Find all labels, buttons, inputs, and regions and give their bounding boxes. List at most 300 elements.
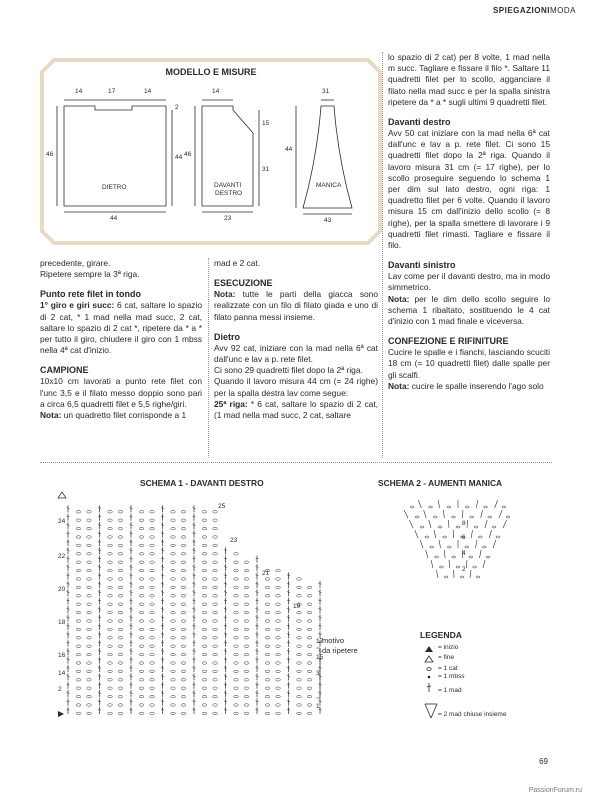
- chain-stitch: [244, 611, 249, 613]
- chain-stitch: [87, 653, 92, 655]
- chain-stitch: [181, 662, 186, 664]
- chain-stitch: [276, 637, 281, 639]
- chain-stitch: [118, 544, 123, 546]
- chain-stitch: [76, 553, 81, 555]
- chain-stitch: [108, 519, 113, 521]
- davanti-dim-right-upper: 15: [262, 120, 270, 127]
- chain-stitch: [87, 712, 92, 714]
- text-paragraph: Avv 50 cat iniziare con la mad nella 6ª cat dall'unc e lav a p. rete filet. Ci sono 15 quadretti filet dopo la 2ª riga. Quando il lavoro misura 31 cm (= 17 righe), per lo scollo proseguire seguendo lo schema 1 per dim sul lato destro, ogni riga: 1 quadretto filet per 6 volte. Quando il lavoro misura 15 cm dall'inizio dello scollo (= 8 righe), per la spalla smettere di lavorare i 9 quadretti filet rimasti. Tagliare e fissare il filo.: [388, 128, 550, 251]
- chain-stitch: [171, 611, 176, 613]
- sleeve-chain: [470, 516, 474, 518]
- legend-item: = inizio: [438, 644, 459, 651]
- sleeve-treble: [467, 520, 468, 528]
- chain-stitch: [139, 536, 144, 538]
- text-paragraph: precedente, girare.: [40, 258, 111, 268]
- chain-stitch: [276, 695, 281, 697]
- sleeve-chain: [415, 516, 419, 518]
- chain-stitch: [244, 679, 249, 681]
- chain-stitch: [307, 637, 312, 639]
- section-title-bold: SPIEGAZIONI: [492, 6, 550, 15]
- davanti-label-1: DAVANTI: [214, 182, 242, 189]
- chain-stitch: [87, 511, 92, 513]
- chain-stitch: [118, 679, 123, 681]
- chain-stitch: [76, 704, 81, 706]
- chain-stitch: [150, 628, 155, 630]
- chain-stitch: [297, 687, 302, 689]
- chain-stitch: [150, 670, 155, 672]
- sleeve-chain: [451, 516, 455, 518]
- chain-stitch: [150, 511, 155, 513]
- chain-stitch: [307, 611, 312, 613]
- page-number: 69: [539, 757, 548, 766]
- chain-stitch: [307, 687, 312, 689]
- davanti-dim-left-height: 46: [184, 151, 192, 158]
- chain-stitch: [87, 544, 92, 546]
- sleeve-treble: [439, 540, 440, 548]
- sleeve-chain: [460, 576, 464, 578]
- chain-stitch: [297, 637, 302, 639]
- chain-stitch: [265, 712, 270, 714]
- chain-stitch: [76, 620, 81, 622]
- chain-stitch: [234, 637, 239, 639]
- chain-stitch: [76, 527, 81, 529]
- chain-stitch: [213, 620, 218, 622]
- chain-stitch: [276, 628, 281, 630]
- chain-stitch: [150, 687, 155, 689]
- chain-stitch: [297, 620, 302, 622]
- chain-stitch: [276, 712, 281, 714]
- sleeve-chain: [502, 506, 506, 508]
- chain-stitch: [276, 662, 281, 664]
- dietro-dim-right-height: 44: [175, 154, 183, 161]
- chain-stitch: [265, 586, 270, 588]
- chain-stitch: [276, 595, 281, 597]
- chain-stitch: [307, 628, 312, 630]
- chain-stitch: [108, 536, 113, 538]
- dietro-dim-top-mid: 17: [108, 88, 116, 95]
- chain-stitch: [202, 611, 207, 613]
- chain-stitch: [297, 578, 302, 580]
- chain-stitch: [76, 519, 81, 521]
- chain-stitch: [234, 662, 239, 664]
- chain-stitch: [297, 628, 302, 630]
- chain-stitch: [181, 611, 186, 613]
- chain-stitch: [307, 603, 312, 605]
- chain-stitch: [202, 645, 207, 647]
- chain-stitch: [202, 536, 207, 538]
- chain-stitch: [150, 662, 155, 664]
- chain-stitch: [108, 670, 113, 672]
- chain-stitch: [108, 603, 113, 605]
- chain-stitch: [244, 704, 249, 706]
- chain-stitch: [181, 712, 186, 714]
- chain-stitch: [118, 695, 123, 697]
- chain-stitch: [244, 670, 249, 672]
- chain-stitch: [150, 561, 155, 563]
- chain-stitch: [244, 586, 249, 588]
- chain-stitch: [244, 595, 249, 597]
- chain-stitch: [244, 561, 249, 563]
- sleeve-treble: [470, 570, 471, 578]
- chain-stitch: [171, 704, 176, 706]
- chain-stitch: [76, 569, 81, 571]
- chain-stitch: [244, 653, 249, 655]
- chain-stitch: [181, 553, 186, 555]
- chain-stitch: [139, 603, 144, 605]
- chain-stitch: [265, 704, 270, 706]
- chain-stitch: [202, 603, 207, 605]
- chain-stitch: [76, 695, 81, 697]
- chain-stitch: [213, 561, 218, 563]
- chain-stitch: [76, 578, 81, 580]
- chain-stitch: [234, 578, 239, 580]
- chain-stitch: [234, 687, 239, 689]
- chain-stitch: [171, 527, 176, 529]
- schema1-row-label: 1: [316, 703, 320, 710]
- chain-stitch: [76, 628, 81, 630]
- chain-stitch: [213, 569, 218, 571]
- bold-label: 1° giro e giri succ:: [40, 300, 115, 311]
- chain-stitch: [171, 645, 176, 647]
- chain-stitch: [213, 544, 218, 546]
- chain-stitch: [76, 653, 81, 655]
- text-paragraph: Ci sono 29 quadretti filet dopo la 2ª riga.: [214, 365, 363, 376]
- chain-stitch: [265, 695, 270, 697]
- sleeve-treble: [418, 500, 421, 508]
- chain-stitch: [213, 511, 218, 513]
- legend-item: = 1 mbss: [438, 673, 465, 680]
- sleeve-chain: [452, 556, 456, 558]
- sleeve-chain: [429, 506, 433, 508]
- chain-stitch: [108, 586, 113, 588]
- chain-stitch: [202, 670, 207, 672]
- chain-stitch: [297, 586, 302, 588]
- sleeve-chain: [444, 576, 448, 578]
- schema2-label: 6: [462, 534, 466, 541]
- chain-stitch: [213, 704, 218, 706]
- chain-stitch: [76, 603, 81, 605]
- chain-stitch: [171, 637, 176, 639]
- schema1-row-label: 22: [58, 553, 66, 560]
- chain-stitch: [181, 511, 186, 513]
- chain-stitch: [76, 586, 81, 588]
- sleeve-chain: [447, 546, 451, 548]
- chain-stitch: [118, 578, 123, 580]
- chain-stitch: [181, 569, 186, 571]
- sleeve-chain: [486, 556, 490, 558]
- text-paragraph: lo spazio di 2 cat) per 8 volte, 1 mad nella m succ. Tagliare e fissare il filo *. Saltare 11 quadretti filet per lo scollo, agganciare il filato nella mad succ e per la spalla sinistra ripetere da * a * sugli ultimi 9 quadretti filet.: [388, 52, 550, 107]
- sleeve-chain: [456, 566, 460, 568]
- chain-stitch: [139, 553, 144, 555]
- chain-stitch: [139, 653, 144, 655]
- schema2-label: 8: [462, 520, 466, 527]
- chain-stitch: [171, 695, 176, 697]
- motivo-label-2: da ripetere: [322, 646, 358, 655]
- chain-stitch: [307, 586, 312, 588]
- chain-stitch: [307, 662, 312, 664]
- paragraph-text: * 6 cat, saltare lo spazio di 2 cat, (1 mad nella mad succ, 2 cat, saltare: [214, 398, 378, 421]
- chain-stitch: [213, 527, 218, 529]
- sleeve-treble: [404, 510, 408, 518]
- chain-stitch: [150, 553, 155, 555]
- chain-stitch: [139, 611, 144, 613]
- text-paragraph: [388, 294, 550, 328]
- chain-stitch: [234, 569, 239, 571]
- section-divider: [40, 462, 552, 463]
- chain-stitch: [202, 704, 207, 706]
- chain-stitch: [118, 595, 123, 597]
- chain-stitch: [265, 603, 270, 605]
- chain-stitch: [244, 645, 249, 647]
- chain-stitch: [181, 670, 186, 672]
- chain-stitch: [307, 645, 312, 647]
- sleeve-treble: [481, 510, 483, 518]
- end-symbol-icon: [425, 656, 433, 662]
- bold-label: Nota:: [40, 410, 62, 421]
- schema1-row-label: 14: [58, 670, 66, 677]
- sleeve-treble: [434, 530, 436, 538]
- chain-stitch: [139, 544, 144, 546]
- chain-stitch: [87, 695, 92, 697]
- schema1-row-label: 25: [218, 503, 226, 510]
- chain-stitch: [150, 611, 155, 613]
- chain-stitch: [202, 553, 207, 555]
- text-paragraph: Avv 92 cat, iniziare con la mad nella 6ª cat dall'unc e lav a p. rete filet.: [214, 342, 378, 365]
- chain-stitch: [118, 653, 123, 655]
- chain-stitch: [118, 586, 123, 588]
- chain-stitch: [76, 670, 81, 672]
- chain-stitch: [202, 712, 207, 714]
- chain-stitch: [171, 544, 176, 546]
- legend-title: LEGENDA: [420, 630, 463, 640]
- schema1-title: SCHEMA 1 - DAVANTI DESTRO: [140, 478, 264, 488]
- chain-stitch: [139, 595, 144, 597]
- dietro-dim-width: 44: [110, 215, 118, 222]
- chain-stitch: [108, 645, 113, 647]
- chain-stitch: [202, 628, 207, 630]
- text-paragraph: [40, 410, 202, 421]
- chain-stitch: [108, 620, 113, 622]
- chain-stitch: [213, 679, 218, 681]
- chain-stitch: [108, 511, 113, 513]
- chain-stitch: [202, 578, 207, 580]
- chain-stitch: [118, 603, 123, 605]
- chain-stitch: [181, 695, 186, 697]
- chain-stitch: [297, 695, 302, 697]
- chain-stitch: [87, 704, 92, 706]
- chain-stitch: [171, 536, 176, 538]
- chain-stitch: [297, 670, 302, 672]
- dietro-label: DIETRO: [102, 184, 127, 191]
- chain-stitch: [234, 679, 239, 681]
- heading-campione: CAMPIONE: [40, 365, 89, 376]
- chain-stitch: [118, 569, 123, 571]
- chain-stitch: [150, 653, 155, 655]
- chain-stitch: [213, 637, 218, 639]
- chain-stitch: [87, 662, 92, 664]
- chain-stitch: [118, 637, 123, 639]
- chain-stitch: [139, 586, 144, 588]
- chain-stitch: [265, 620, 270, 622]
- chain-stitch: [265, 628, 270, 630]
- sleeve-chain: [492, 526, 496, 528]
- chain-stitch: [202, 561, 207, 563]
- sleeve-chain: [469, 556, 473, 558]
- chain-stitch: [276, 704, 281, 706]
- schema2-title: SCHEMA 2 - AUMENTI MANICA: [378, 478, 503, 488]
- chain-stitch: [87, 637, 92, 639]
- sleeve-treble: [444, 550, 445, 558]
- chain-stitch: [118, 662, 123, 664]
- chain-stitch: [297, 679, 302, 681]
- chain-stitch: [171, 662, 176, 664]
- bold-label: 25ª riga:: [214, 398, 248, 409]
- chain-stitch: [87, 628, 92, 630]
- sleeve-treble: [426, 550, 428, 558]
- chain-stitch: [276, 569, 281, 571]
- chain-stitch: [139, 670, 144, 672]
- chain-stitch: [87, 519, 92, 521]
- sleeve-treble: [431, 560, 433, 568]
- section-title-light: MODA: [550, 6, 576, 15]
- chain-stitch: [87, 670, 92, 672]
- sleeve-chain: [465, 506, 469, 508]
- chain-stitch: [171, 553, 176, 555]
- chain-stitch: [276, 620, 281, 622]
- sleeve-chain: [430, 546, 434, 548]
- chain-stitch: [108, 695, 113, 697]
- sleeve-chain: [478, 536, 482, 538]
- heading-davanti-sinistro: Davanti sinistro: [388, 260, 456, 271]
- chain-stitch: [171, 603, 176, 605]
- chain-stitch: [181, 544, 186, 546]
- bold-label: Nota:: [388, 380, 410, 391]
- chain-stitch: [202, 595, 207, 597]
- schema1-row-label: 16: [58, 652, 66, 659]
- chain-stitch: [181, 595, 186, 597]
- chain-stitch: [213, 595, 218, 597]
- chain-stitch: [213, 586, 218, 588]
- chain-stitch: [297, 653, 302, 655]
- paragraph-text: per le dim dello scollo seguire lo schema 1 ribaltato, sostituendo le 4 cat d'inizio con 1 mad finale e viceversa.: [388, 293, 550, 327]
- chain-stitch: [139, 712, 144, 714]
- chain-symbol-icon: [427, 668, 431, 671]
- text-paragraph: Ripetere sempre la 3ª riga.: [40, 269, 140, 280]
- chain-stitch: [265, 653, 270, 655]
- chain-stitch: [139, 620, 144, 622]
- chain-stitch: [181, 645, 186, 647]
- chain-stitch: [118, 645, 123, 647]
- watermark: PassionForum.ru: [528, 787, 582, 794]
- heading-davanti-destro: Davanti destro: [388, 117, 451, 128]
- chain-stitch: [202, 620, 207, 622]
- chain-stitch: [150, 695, 155, 697]
- chain-stitch: [118, 687, 123, 689]
- chain-stitch: [108, 662, 113, 664]
- schema1-row-label: 19: [293, 603, 301, 610]
- model-measures-box: [40, 58, 382, 245]
- chain-stitch: [307, 695, 312, 697]
- chain-stitch: [108, 653, 113, 655]
- chain-stitch: [213, 553, 218, 555]
- chain-stitch: [87, 595, 92, 597]
- chain-stitch: [87, 578, 92, 580]
- sleeve-chain: [435, 556, 439, 558]
- text-column-right: [388, 52, 550, 392]
- chain-stitch: [118, 536, 123, 538]
- chain-stitch: [87, 603, 92, 605]
- sleeve-treble: [476, 540, 477, 548]
- chain-stitch: [202, 569, 207, 571]
- chain-stitch: [234, 553, 239, 555]
- chain-stitch: [213, 645, 218, 647]
- chain-stitch: [234, 712, 239, 714]
- chain-stitch: [202, 653, 207, 655]
- chain-stitch: [171, 595, 176, 597]
- sleeve-treble: [483, 560, 485, 568]
- chain-stitch: [76, 712, 81, 714]
- text-column-middle: [214, 258, 378, 421]
- legend-item: = 1 cat: [438, 665, 458, 672]
- chain-stitch: [213, 653, 218, 655]
- chain-stitch: [150, 544, 155, 546]
- chain-stitch: [213, 628, 218, 630]
- chain-stitch: [234, 611, 239, 613]
- chain-stitch: [150, 620, 155, 622]
- chain-stitch: [202, 586, 207, 588]
- chain-stitch: [181, 561, 186, 563]
- chain-stitch: [265, 578, 270, 580]
- chain-stitch: [181, 628, 186, 630]
- chain-stitch: [108, 628, 113, 630]
- chain-stitch: [171, 519, 176, 521]
- chain-stitch: [87, 611, 92, 613]
- chain-stitch: [150, 586, 155, 588]
- dietro-dim-top-right: 14: [144, 88, 152, 95]
- chain-stitch: [202, 527, 207, 529]
- sleeve-chain: [496, 536, 500, 538]
- chain-stitch: [76, 536, 81, 538]
- chain-stitch: [150, 637, 155, 639]
- chain-stitch: [150, 603, 155, 605]
- chain-stitch: [234, 628, 239, 630]
- legend-item: = fine: [438, 654, 455, 661]
- text-paragraph: 10x10 cm lavorati a punto rete filet con l'unc 3,5 e il filato messo doppio sono pari a circa 6,5 quadretti filet e 5,5 righe/giri.: [40, 376, 202, 409]
- chain-stitch: [87, 561, 92, 563]
- chain-stitch: [118, 519, 123, 521]
- bold-label: Nota:: [214, 289, 236, 300]
- chain-stitch: [139, 519, 144, 521]
- legend-item: = 1 mad: [438, 687, 462, 694]
- chain-stitch: [87, 645, 92, 647]
- chain-stitch: [118, 712, 123, 714]
- text-paragraph: [214, 289, 378, 323]
- sleeve-chain: [506, 516, 510, 518]
- chain-stitch: [171, 712, 176, 714]
- chain-stitch: [181, 704, 186, 706]
- chain-stitch: [108, 544, 113, 546]
- sleeve-treble: [429, 520, 431, 528]
- chain-stitch: [139, 695, 144, 697]
- chain-stitch: [307, 595, 312, 597]
- chain-stitch: [108, 679, 113, 681]
- chain-stitch: [244, 687, 249, 689]
- sleeve-chain: [438, 526, 442, 528]
- chain-stitch: [307, 712, 312, 714]
- text-paragraph: [40, 300, 202, 356]
- schema1-row-label: 24: [58, 518, 66, 525]
- chain-stitch: [108, 561, 113, 563]
